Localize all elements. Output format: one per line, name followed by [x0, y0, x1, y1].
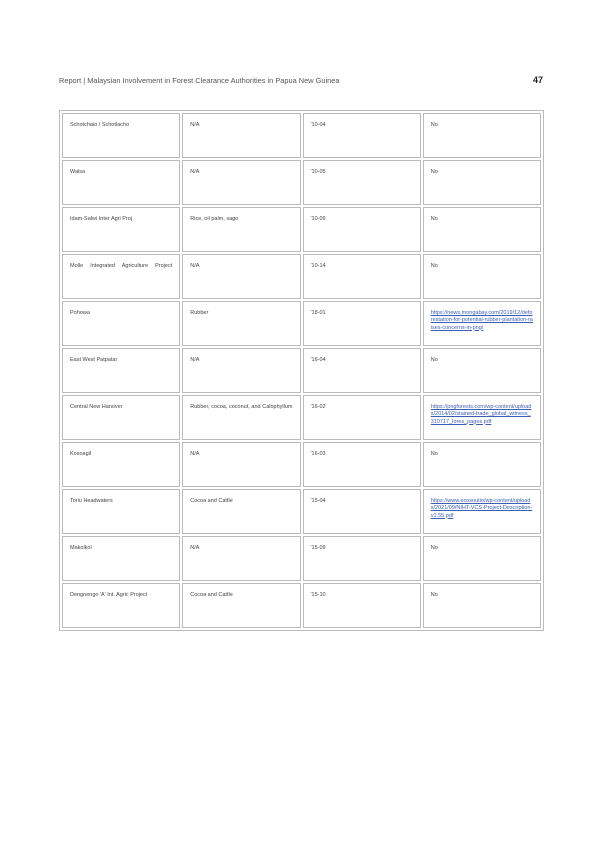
cell-source: No: [423, 207, 541, 252]
cell-project-name: Central New Hanover: [62, 395, 180, 440]
cell-project-name: Schotchaio / Schotlacho: [62, 113, 180, 158]
table-row: [62, 583, 541, 628]
cell-date: '10-14: [303, 254, 421, 299]
cell-crop: Cocoa and Cattle: [182, 489, 300, 534]
header-title: Report | Malaysian Involvement in Forest Clearance Authorities in Papua New Guinea: [59, 76, 340, 85]
cell-project-name: Dengnengo 'A' Int. Agric Project: [62, 583, 180, 628]
cell-source: No: [423, 583, 541, 628]
cell-crop: Cocoa and Cattle: [182, 583, 300, 628]
cell-date: '15-04: [303, 489, 421, 534]
cell-source: No: [423, 348, 541, 393]
table-row: [62, 395, 541, 440]
cell-source: No: [423, 113, 541, 158]
cell-source: No: [423, 254, 541, 299]
cell-source: No: [423, 536, 541, 581]
table-row: [62, 489, 541, 534]
cell-crop: N/A: [182, 254, 300, 299]
project-table: [59, 110, 544, 631]
source-link[interactable]: https://pngforests.com/wp-content/uploads/2014/02/stained-trade_global_witness_310717_lores_pages.pdf: [430, 404, 532, 425]
table-row: [62, 348, 541, 393]
cell-project-name: Makolkol: [62, 536, 180, 581]
table-row: [62, 442, 541, 487]
source-link[interactable]: https://news.mongabay.com/2019/12/deforestation-for-potential-rubber-plantation-raises-concerns-in-png/: [430, 310, 533, 331]
cell-crop: N/A: [182, 536, 300, 581]
page-number: 47: [532, 75, 543, 85]
cell-project-name: Idam-Salwi Inter Agri Proj: [62, 207, 180, 252]
cell-crop: N/A: [182, 160, 300, 205]
cell-crop: Rice, oil palm, sago: [182, 207, 300, 252]
cell-source: No: [423, 160, 541, 205]
cell-source: [423, 489, 541, 534]
cell-date: '10-09: [303, 207, 421, 252]
table-row: [62, 536, 541, 581]
cell-date: '18-01: [303, 301, 421, 346]
cell-date: '10-05: [303, 160, 421, 205]
cell-project-name: Molle Integrated Agriculture Project: [62, 254, 180, 299]
cell-date: '10-04: [303, 113, 421, 158]
cell-date: '16-03: [303, 442, 421, 487]
cell-crop: Rubber: [182, 301, 300, 346]
cell-project-name: Toriu Headwaters: [62, 489, 180, 534]
cell-date: '16-02: [303, 395, 421, 440]
cell-project-name: Pohowa: [62, 301, 180, 346]
table-row: [62, 301, 541, 346]
cell-project-name: Walsa: [62, 160, 180, 205]
cell-date: '15-09: [303, 536, 421, 581]
cell-crop: N/A: [182, 442, 300, 487]
source-link[interactable]: https://www.ecosoutio/wp-content/uploads/2021/09/NIHT-VCS-Project-Description-v1.55.pdf: [430, 498, 533, 519]
table-body: [62, 113, 541, 628]
table-row: [62, 207, 541, 252]
cell-project-name: East West Patpatar: [62, 348, 180, 393]
table-row: [62, 113, 541, 158]
cell-crop: Rubber, cocoa, coconut, and Calophyllum: [182, 395, 300, 440]
cell-source: [423, 301, 541, 346]
cell-date: '16-04: [303, 348, 421, 393]
cell-project-name: Kosoagil: [62, 442, 180, 487]
table-row: [62, 254, 541, 299]
page-header: [59, 76, 543, 88]
cell-source: [423, 395, 541, 440]
cell-date: '15-10: [303, 583, 421, 628]
cell-crop: N/A: [182, 113, 300, 158]
cell-source: No: [423, 442, 541, 487]
table-row: [62, 160, 541, 205]
cell-crop: N/A: [182, 348, 300, 393]
